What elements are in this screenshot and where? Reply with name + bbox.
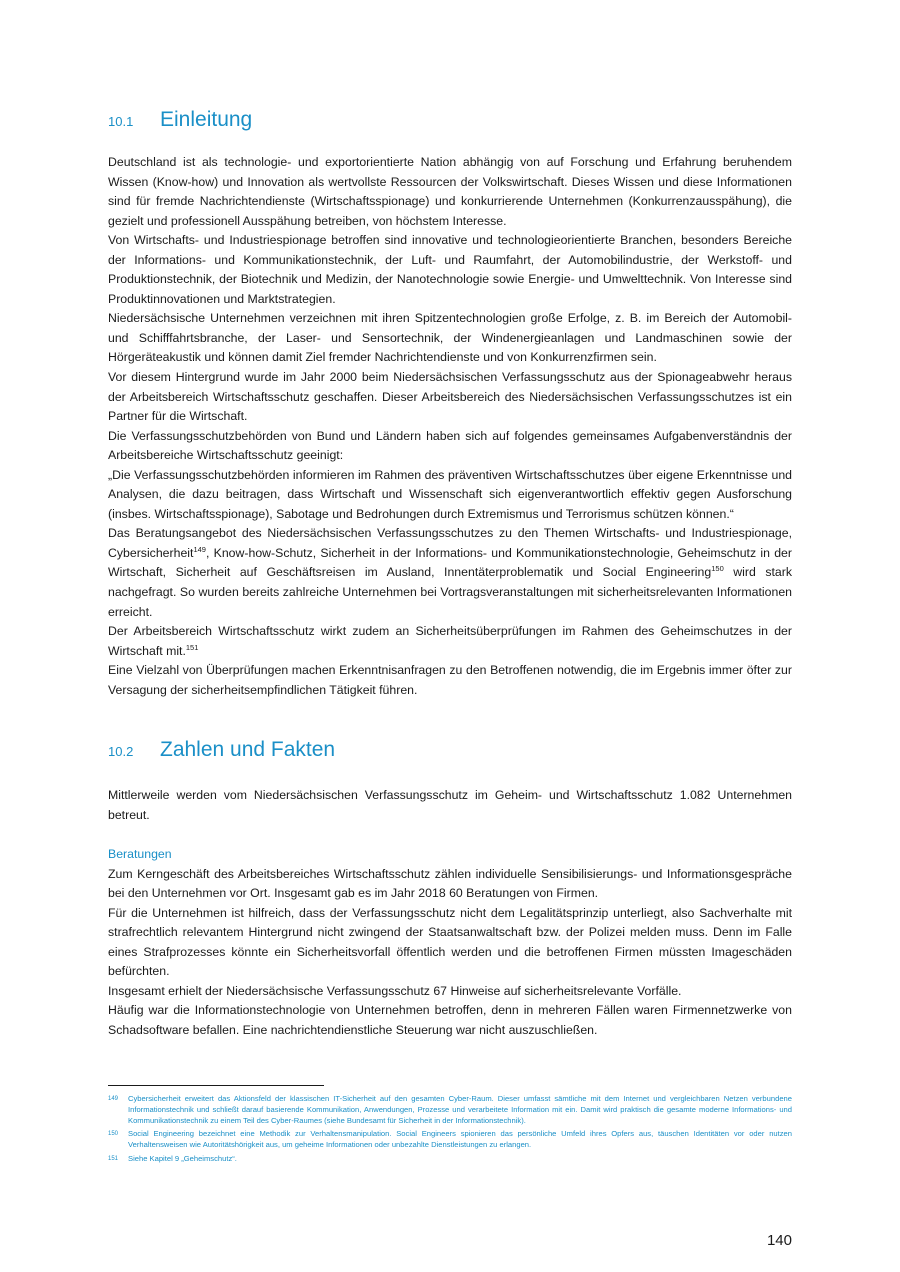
section-number: 10.1 <box>108 114 134 129</box>
footnote-text: Social Engineering bezeichnet eine Methodik zur Verhaltensmanipulation. Social Engineers spionieren das persönliche Umfeld ihres Opfers aus, täuschen Identitäten vor oder nutzen Verhaltensweisen wie Autoritätshörigkeit aus, um geheime Informationen oder unbezahlte Dienstleistungen zu erlangen. <box>128 1129 792 1150</box>
paragraph: Für die Unternehmen ist hilfreich, dass der Verfassungsschutz nicht dem Legalitätsprinzip unterliegt, also Sachverhalte mit strafrechtlich relevantem Hintergrund nicht zwingend der Staatsanwaltschaft bzw. der Polizei melden muss. Denn im Falle eines Strafprozesses könnte ein Sicherheitsvorfall öffentlich werden und die betroffenen Firmen müssten Imageschäden befürchten. <box>108 905 792 979</box>
paragraph-text: Der Arbeitsbereich Wirtschaftsschutz wirkt zudem an Sicherheitsüberprüfungen im Rahmen des Geheimschutzes in der Wirtschaft mit. <box>108 624 792 658</box>
footnote-151 <box>108 1154 792 1165</box>
paragraph <box>108 524 792 622</box>
page-number: 140 <box>766 1232 792 1249</box>
paragraph: Niedersächsische Unternehmen verzeichnen mit ihren Spitzentechnologien große Erfolge, z. B. im Bereich der Automobil- und Schifffahrtsbranche, der Laser- und Sensortechnik, der Windenergieanlagen und Landmaschinen sowie der Hörgeräteakustik und können damit Ziel fremder Nachrichtendienste und von Konkurrenzfirmen sein. <box>108 311 792 365</box>
paragraph: Die Verfassungsschutzbehörden von Bund und Ländern haben sich auf folgendes gemeinsames Aufgabenverständnis der Arbeitsbereiche Wirtschaftsschutz geeinigt: <box>108 428 792 463</box>
paragraph-text: Das Beratungsangebot des Niedersächsischen Verfassungsschutzes zu den Themen Wirtschafts- und Industriespionage, Cybersicherheit <box>108 526 792 560</box>
footnote-text: Siehe Kapitel 9 „Geheimschutz“. <box>128 1153 237 1163</box>
subheading-beratungen: Beratungen <box>108 847 172 861</box>
footnote-divider <box>108 1085 324 1086</box>
footnote-149 <box>108 1094 792 1126</box>
paragraph <box>108 622 792 661</box>
footnote-number: 151 <box>108 1155 119 1162</box>
section-heading-10-1 <box>108 108 252 132</box>
section-2-body <box>108 845 792 1040</box>
footnote-number: 150 <box>108 1131 119 1138</box>
section-1-body <box>108 153 792 700</box>
section-title: Einleitung <box>160 108 253 131</box>
paragraph: Vor diesem Hintergrund wurde im Jahr 2000 beim Niedersächsischen Verfassungsschutz aus der Spionageabwehr heraus der Arbeitsbereich Wirtschaftsschutz geschaffen. Dieser Arbeitsbereich des Niedersächsischen Verfassungsschutzes ist ein Partner für die Wirtschaft. <box>108 370 792 424</box>
section-number: 10.2 <box>108 744 134 759</box>
paragraph-text: , Know-how-Schutz, Sicherheit in der Informations- und Kommunikationstechnologie, Geheimschutz in der Wirtschaft, Sicherheit auf Geschäftsreisen im Ausland, Innentäterproblematik und Social Engineering <box>108 545 792 580</box>
paragraph: Eine Vielzahl von Überprüfungen machen Erkenntnisanfragen zu den Betroffenen notwendig, die im Ergebnis immer öfter zur Versagung der sicherheitsempfindlichen Tätigkeit führen. <box>108 663 792 697</box>
footnote-ref[interactable]: 149 <box>193 544 206 554</box>
footnotes <box>108 1094 792 1168</box>
section-2-intro <box>108 786 792 825</box>
paragraph-text: wird stark nachgefragt. So wurden bereits zahlreiche Unternehmen bei Vortragsveranstaltungen mit sicherheitsrelevanten Informationen erreicht. <box>108 565 793 619</box>
paragraph: Von Wirtschafts- und Industriespionage betroffen sind innovative und technologieorientierte Branchen, besonders Bereiche der Informations- und Kommunikationstechnik, der Luft- und Raumfahrt, der Automobilindustrie, der Werkstoff- und Produktionstechnik, der Biotechnik und Medizin, der Nanotechnologie sowie Energie- und Umwelttechnik. Von Interesse sind Produktinnovationen und Marktstrategien. <box>108 233 792 306</box>
footnote-ref[interactable]: 150 <box>711 564 724 574</box>
paragraph: Insgesamt erhielt der Niedersächsische Verfassungsschutz 67 Hinweise auf sicherheitsrelevante Vorfälle. <box>108 983 682 998</box>
paragraph: Mittlerweile werden vom Niedersächsischen Verfassungsschutz im Geheim- und Wirtschaftsschutz 1.082 Unternehmen betreut. <box>108 788 792 822</box>
footnote-number: 149 <box>108 1096 119 1102</box>
section-title: Zahlen und Fakten <box>160 738 336 761</box>
paragraph: Häufig war die Informationstechnologie von Unternehmen betroffen, denn in mehreren Fällen waren Firmennetzwerke von Schadsoftware befallen. Eine nachrichtendienstliche Steuerung war nicht auszuschließen. <box>108 1003 792 1037</box>
footnote-150 <box>108 1129 792 1151</box>
quote-paragraph: „Die Verfassungsschutzbehörden informieren im Rahmen des präventiven Wirtschaftsschutzes über eigene Erkenntnisse und Analysen, die dazu beitragen, dass Wirtschaft und Wissenschaft sich eigenverantwortlich effektiv gegen Ausforschung (insbes. Wirtschaftsspionage), Sabotage und Bedrohungen durch Extremismus und Terrorismus schützen können.“ <box>108 467 792 521</box>
paragraph: Zum Kerngeschäft des Arbeitsbereiches Wirtschaftsschutz zählen individuelle Sensibilisierungs- und Informationsgespräche bei den Unternehmen vor Ort. Insgesamt gab es im Jahr 2018 60 Beratungen von Firmen. <box>108 866 792 901</box>
section-heading-10-2 <box>108 738 335 762</box>
footnote-ref[interactable]: 151 <box>185 642 199 652</box>
footnote-text: Cybersicherheit erweitert das Aktionsfeld der klassischen IT-Sicherheit auf den gesamten Cyber-Raum. Dieser umfasst sämtliche mit dem Internet und vergleichbaren Netzen verbundene Informationstechnik und schließt darauf basierende Kommunikation, Anwendungen, Prozesse und verarbeitete Information mit ein. Damit wird praktisch die gesamte moderne Informations- und Kommunikationstechnik zu einem Teil des Cyber-Raumes (siehe Bundesamt für Sicherheit in der Informationstechnik). <box>128 1094 792 1125</box>
paragraph: Deutschland ist als technologie- und exportorientierte Nation abhängig von auf Forschung und Erfahrung beruhendem Wissen (Know-how) und Innovation als wertvollste Ressourcen der Volkswirtschaft. Dieses Wissen und diese Informationen sind für fremde Nachrichtendienste (Wirtschaftsspionage) und konkurrierende Unternehmen (Konkurrenzausspähung), die gezielt und professionell Ausspähung betreiben, von höchstem Interesse. <box>108 155 792 228</box>
